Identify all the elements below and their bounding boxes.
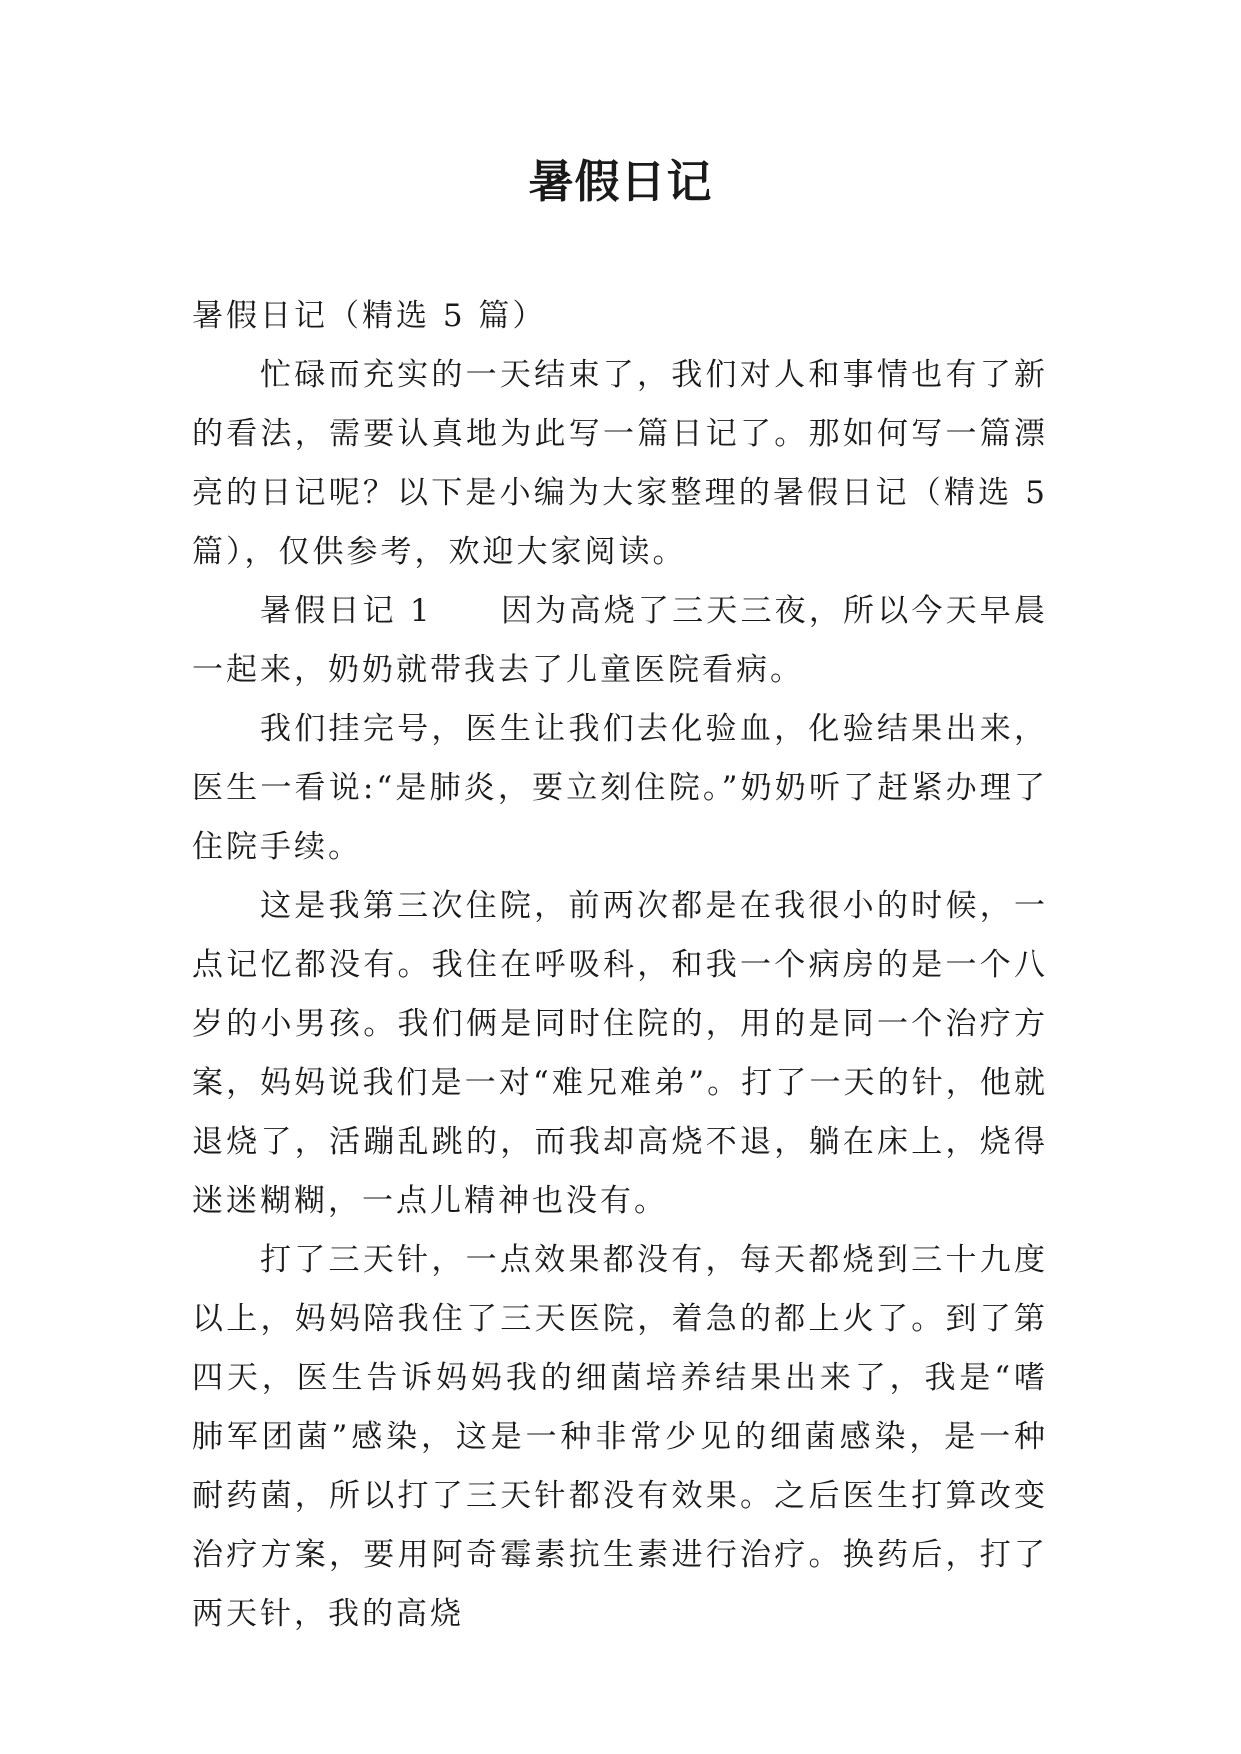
paragraph-intro: 忙碌而充实的一天结束了，我们对人和事情也有了新的看法，需要认真地为此写一篇日记了。那如何写一篇漂亮的日记呢？以下是小编为大家整理的暑假日记（精选 5 篇），仅供参考，欢迎大家阅读。 <box>192 357 1048 570</box>
paragraph-diary-1-opening: 暑假日记 1 因为高烧了三天三夜，所以今天早晨一起来，奶奶就带我去了儿童医院看病。 <box>192 593 1048 688</box>
document-body <box>192 287 1048 1644</box>
document-title: 暑假日记 <box>528 155 713 208</box>
paragraph-third-stay: 这是我第三次住院，前两次都是在我很小的时候，一点记忆都没有。我住在呼吸科，和我一个病房的是一个八岁的小男孩。我们俩是同时住院的，用的是同一个治疗方案，妈妈说我们是一对“难兄难弟”。打了一天的针，他就退烧了，活蹦乱跳的，而我却高烧不退，躺在床上，烧得迷迷糊糊，一点儿精神也没有。 <box>192 888 1048 1219</box>
paragraph-hospital-admission: 我们挂完号，医生让我们去化验血，化验结果出来，医生一看说:“是肺炎，要立刻住院。”奶奶听了赶紧办理了住院手续。 <box>192 711 1048 865</box>
paragraph-subtitle: 暑假日记（精选 5 篇） <box>192 298 547 334</box>
paragraph-treatment: 打了三天针，一点效果都没有，每天都烧到三十九度以上，妈妈陪我住了三天医院，着急的都上火了。到了第四天，医生告诉妈妈我的细菌培养结果出来了，我是“嗜肺军团菌”感染，这是一种非常少见的细菌感染，是一种耐药菌，所以打了三天针都没有效果。之后医生打算改变治疗方案，要用阿奇霉素抗生素进行治疗。换药后，打了两天针，我的高烧 <box>192 1242 1048 1632</box>
